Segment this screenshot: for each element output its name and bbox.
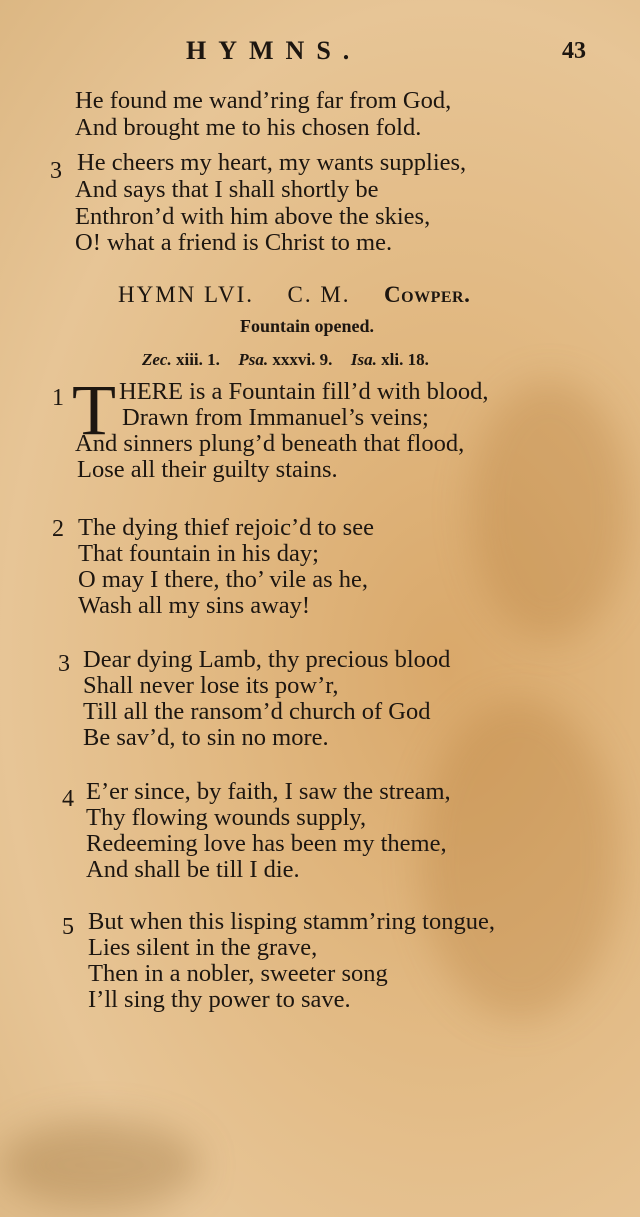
verse-line: Till all the ransom’d church of God [83,698,431,725]
verse-line: Shall never lose its pow’r, [83,672,339,699]
verse-line: The dying thief rejoic’d to see [78,514,374,541]
verse-number: 5 [62,914,74,940]
drop-cap: T [72,370,116,450]
paper-stain [470,380,630,640]
hymn-meter: C. M. [287,282,351,307]
verse-number: 3 [58,651,70,677]
ref-book: Zec. [142,350,172,369]
ref-book: Psa. [238,350,269,369]
verse-number: 3 [50,158,62,184]
verse-line: I’ll sing thy power to save. [88,986,351,1013]
paper-stain [0,1120,200,1210]
verse-line: E’er since, by faith, I saw the stream, [86,778,451,805]
verse-line: He found me wand’ring far from God, [75,87,452,114]
verse-line: HERE is a Fountain fill’d with blood, [119,378,489,405]
verse-line: Enthron’d with him above the skies, [75,203,431,230]
verse-number: 4 [62,786,74,812]
hymn-number: HYMN LVI. [118,282,254,307]
verse-number: 1 [52,385,64,411]
verse-line: He cheers my heart, my wants supplies, [77,149,467,176]
verse-line: Drawn from Immanuel’s veins; [122,404,429,431]
verse-line: And says that I shall shortly be [75,176,379,203]
verse-line: Dear dying Lamb, thy precious blood [83,646,451,673]
verse-line: Then in a nobler, sweeter song [88,960,388,987]
verse-line: Redeeming love has been my theme, [86,830,447,857]
hymn-title [118,282,470,308]
verse-line: And shall be till I die. [86,856,300,883]
hymn-subtitle: Fountain opened. [240,316,375,336]
verse-line: O! what a friend is Christ to me. [75,229,393,256]
verse-line: Thy flowing wounds supply, [86,804,367,831]
verse-line: Lies silent in the grave, [88,934,318,961]
verse-line: And sinners plung’d beneath that flood, [75,430,465,457]
verse-line: But when this lisping stamm’ring tongue, [88,908,495,935]
scripture-references [142,350,429,370]
hymn-author: Cowper. [384,282,471,307]
ref-location: xxxvi. 9. [272,350,333,369]
verse-line: O may I there, tho’ vile as he, [78,566,369,593]
paper-stain [420,700,620,1020]
ref-book: Isa. [350,350,377,369]
ref-location: xiii. 1. [175,350,220,369]
verse-number: 2 [52,516,64,542]
verse-line: Lose all their guilty stains. [77,456,338,483]
verse-line: Be sav’d, to sin no more. [83,724,329,751]
verse-line: That fountain in his day; [78,540,319,567]
ref-location: xli. 18. [381,350,429,369]
running-head: HYMNS. [186,36,362,65]
page-number: 43 [562,38,586,64]
verse-line: And brought me to his chosen fold. [75,114,422,141]
verse-line: Wash all my sins away! [78,592,311,619]
page-header [0,36,640,76]
